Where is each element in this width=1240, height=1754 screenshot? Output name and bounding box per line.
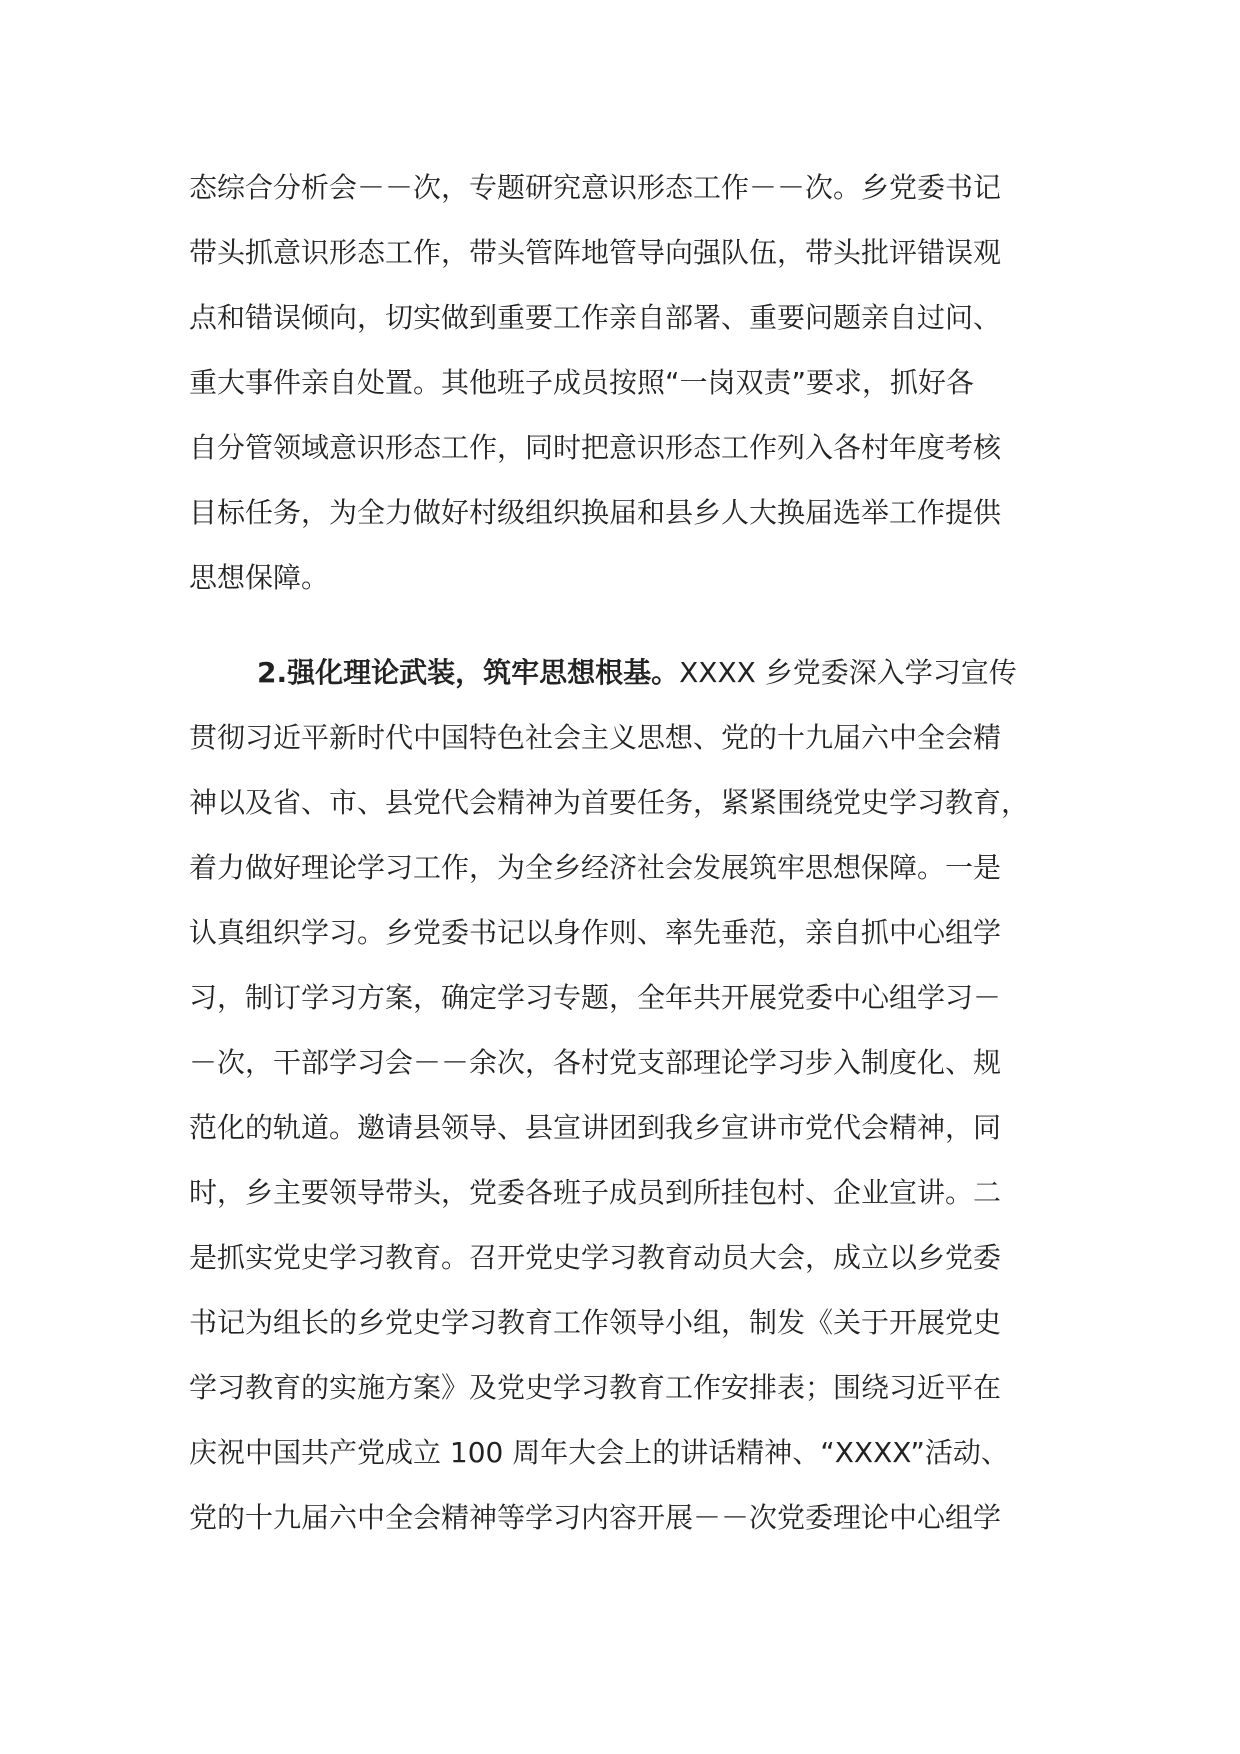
- paragraph-line: －次，干部学习会－－余次，各村党支部理论学习步入制度化、规: [189, 1046, 1002, 1079]
- section-heading: 2.强化理论武装，筑牢思想根基。: [257, 656, 680, 689]
- paragraph-theory-study: [189, 655, 1069, 1565]
- paragraph-line: 点和错误倾向，切实做到重要工作亲自部署、重要问题亲自过问、: [189, 301, 1002, 334]
- paragraph-ideology-work: [189, 170, 1069, 625]
- paragraph-first-line-text: XXXX 乡党委深入学习宣传: [679, 656, 1017, 689]
- paragraph-line: 自分管领域意识形态工作，同时把意识形态工作列入各村年度考核: [189, 431, 1002, 464]
- paragraph-line: 带头抓意识形态工作，带头管阵地管导向强队伍，带头批评错误观: [189, 236, 1002, 269]
- paragraph-line: 重大事件亲自处置。其他班子成员按照“一岗双责”要求，抓好各: [189, 366, 975, 399]
- paragraph-line: 态综合分析会－－次，专题研究意识形态工作－－次。乡党委书记: [189, 171, 1002, 204]
- paragraph-line: 习，制订学习方案，确定学习专题，全年共开展党委中心组学习－: [189, 981, 1002, 1014]
- paragraph-line: 着力做好理论学习工作，为全乡经济社会发展筑牢思想保障。一是: [189, 851, 1002, 884]
- paragraph-line: 目标任务，为全力做好村级组织换届和县乡人大换届选举工作提供: [189, 496, 1002, 529]
- paragraph-line: 书记为组长的乡党史学习教育工作领导小组，制发《关于开展党史: [189, 1306, 1002, 1339]
- paragraph-line: 学习教育的实施方案》及党史学习教育工作安排表；围绕习近平在: [189, 1371, 1002, 1404]
- paragraph-spacer: [189, 625, 1069, 655]
- paragraph-line: 是抓实党史学习教育。召开党史学习教育动员大会，成立以乡党委: [189, 1241, 1002, 1274]
- paragraph-line: 时，乡主要领导带头，党委各班子成员到所挂包村、企业宣讲。二: [189, 1176, 1002, 1209]
- paragraph-line: 神以及省、市、县党代会精神为首要任务，紧紧围绕党史学习教育，: [189, 786, 1030, 819]
- paragraph-line: 范化的轨道。邀请县领导、县宣讲团到我乡宣讲市党代会精神，同: [189, 1111, 1002, 1144]
- paragraph-line: 思想保障。: [189, 561, 330, 594]
- paragraph-first-line: [189, 655, 1069, 720]
- paragraph-line: 贯彻习近平新时代中国特色社会主义思想、党的十九届六中全会精: [189, 721, 1002, 754]
- paragraph-line: 党的十九届六中全会精神等学习内容开展－－次党委理论中心组学: [189, 1501, 1002, 1534]
- paragraph-line: 庆祝中国共产党成立 100 周年大会上的讲话精神、“XXXX”活动、: [189, 1436, 1009, 1469]
- paragraph-line: 认真组织学习。乡党委书记以身作则、率先垂范，亲自抓中心组学: [189, 916, 1002, 949]
- document-body: [189, 170, 1069, 1565]
